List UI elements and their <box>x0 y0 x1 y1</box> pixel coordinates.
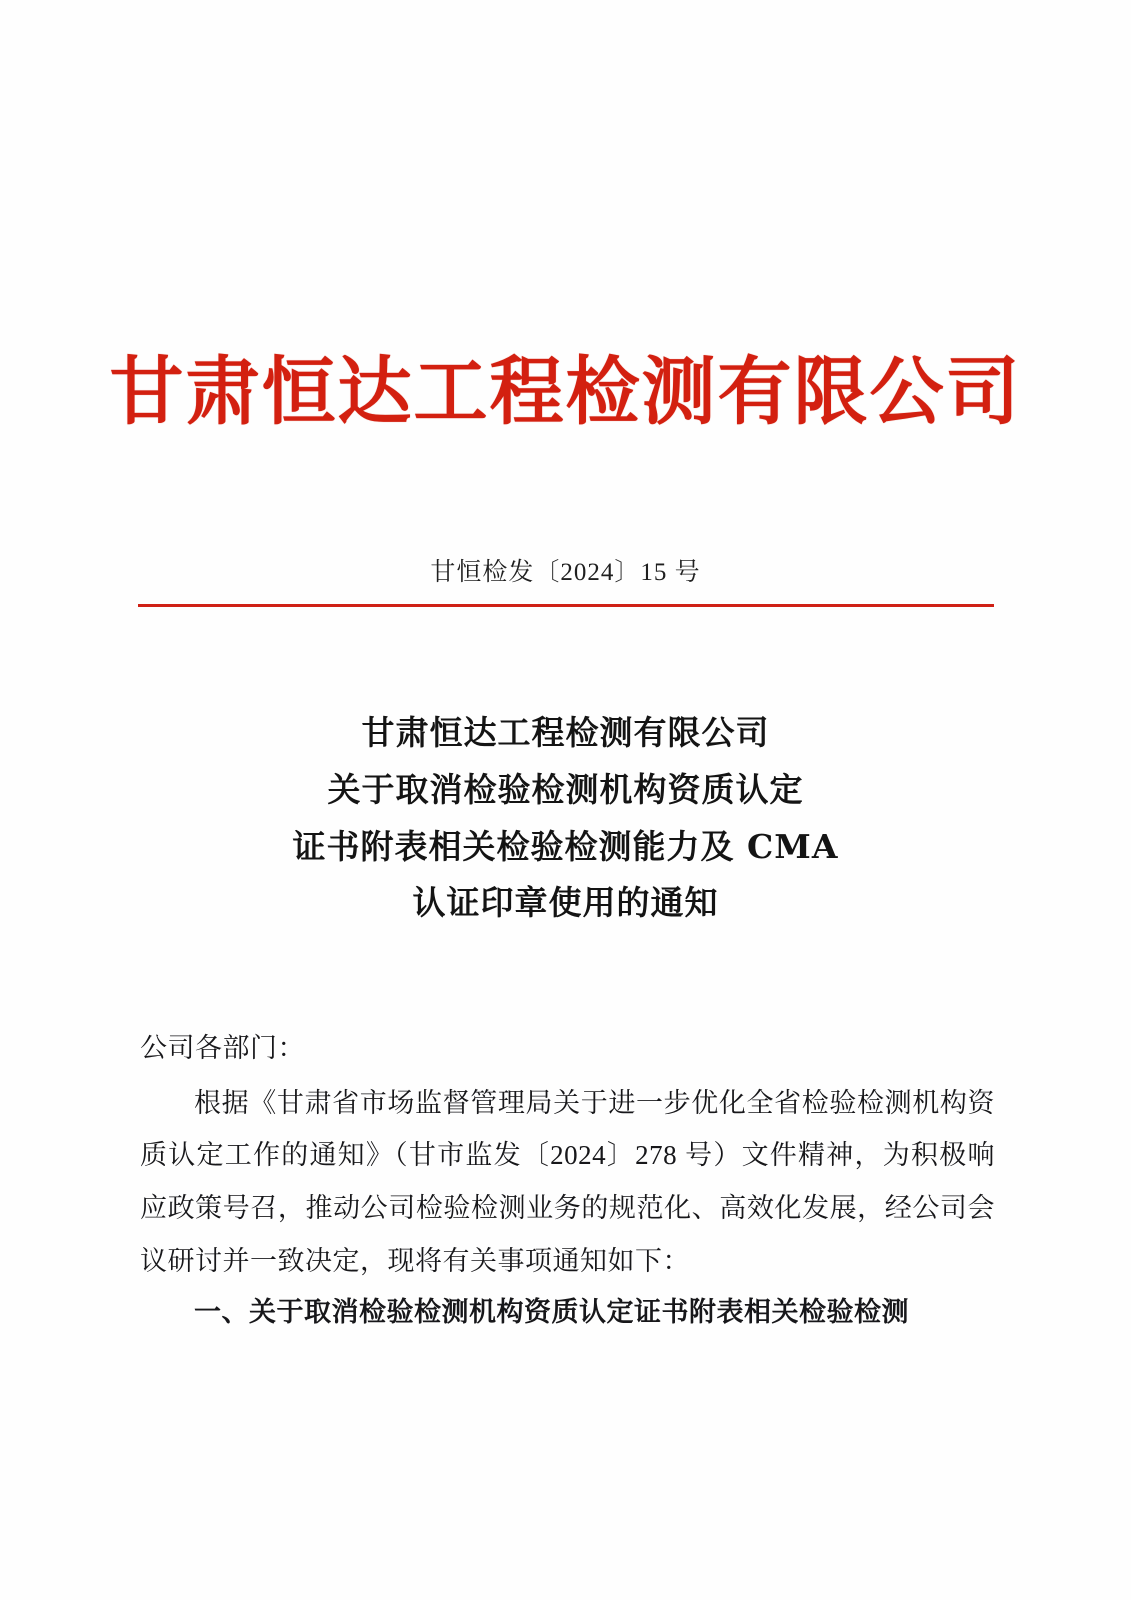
letterhead-organization-name: 甘肃恒达工程检测有限公司 <box>109 349 1022 435</box>
document-title-line: 认证印章使用的通知 <box>412 883 719 923</box>
salutation: 公司各部门： <box>140 1033 305 1063</box>
document-title <box>0 705 1131 932</box>
letterhead <box>0 349 1131 435</box>
document-title-line: 证书附表相关检验检测能力及 CMA <box>292 826 839 866</box>
body-paragraph: 根据《甘肃省市场监督管理局关于进一步优化全省检验检测机构资质认定工作的通知》（甘市监发〔2024〕278 号）文件精神，为积极响应政策号召，推动公司检验检测业务的规范化、高效化发展，经公司会议研讨并一致决定，现将有关事项通知如下： <box>140 1087 995 1276</box>
document-title-line: 甘肃恒达工程检测有限公司 <box>361 713 770 752</box>
red-divider-rule <box>138 604 994 607</box>
document-serial-number: 甘恒检发〔2024〕15 号 <box>430 559 701 586</box>
section-heading-one: 一、关于取消检验检测机构资质认定证书附表相关检验检测 <box>194 1297 909 1329</box>
document-title-line: 关于取消检验检测机构资质认定 <box>327 769 804 809</box>
document-body <box>140 1022 995 1340</box>
